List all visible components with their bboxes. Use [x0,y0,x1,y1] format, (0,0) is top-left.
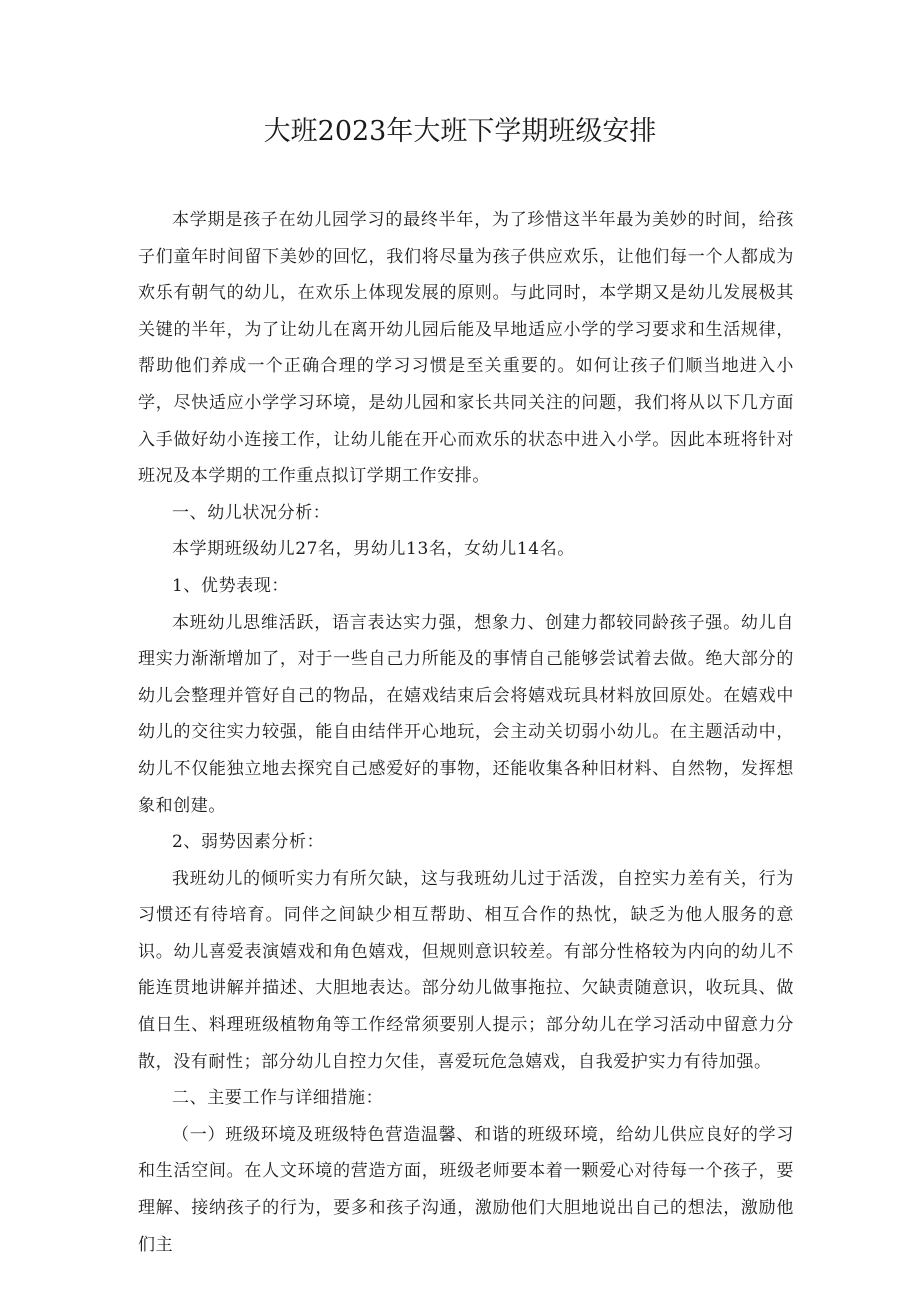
subheading-weaknesses: 2、弱势因素分析： [172,832,325,853]
subheading-strengths: 1、优势表现： [172,575,290,596]
class-size-paragraph: 本学期班级幼儿27名，男幼儿13名，女幼儿14名。 [172,539,575,560]
weaknesses-paragraph: 我班幼儿的倾听实力有所欠缺，这与我班幼儿过于活泼，自控实力差有关，行为习惯还有待培育。同伴之间缺少相互帮助、相互合作的热忱，缺乏为他人服务的意识。幼儿喜爱表演嬉戏和角色嬉戏，但规则意识较差。有部分性格较为内向的幼儿不能连贯地讲解并描述、大胆地表达。部分幼儿做事拖拉、欠缺责随意识，收玩具、做值日生、料理班级植物角等工作经常须要别人提示；部分幼儿在学习活动中留意力分散，没有耐性；部分幼儿自控力欠佳，喜爱玩危急嬉戏，自我爱护实力有待加强。 [138,868,794,1072]
strengths-paragraph: 本班幼儿思维活跃，语言表达实力强，想象力、创建力都较同龄孩子强。幼儿自理实力渐渐增加了，对于一些自己力所能及的事情自己能够尝试着去做。绝大部分的幼儿会整理并管好自己的物品，在嬉戏结束后会将嬉戏玩具材料放回原处。在嬉戏中幼儿的交往实力较强，能自由结伴开心地玩，会主动关切弱小幼儿。在主题活动中，幼儿不仅能独立地去探究自己感爱好的事物，还能收集各种旧材料、自然物，发挥想象和创建。 [138,612,794,816]
section-heading-main-work: 二、主要工作与详细措施： [172,1088,384,1109]
document-body [138,202,794,1263]
section-heading-child-analysis: 一、幼儿状况分析： [172,502,331,523]
document-title: 大班2023年大班下学期班级安排 [263,116,657,147]
intro-paragraph: 本学期是孩子在幼儿园学习的最终半年，为了珍惜这半年最为美妙的时间，给孩子们童年时间留下美妙的回忆，我们将尽量为孩子供应欢乐，让他们每一个人都成为欢乐有朝气的幼儿，在欢乐上体现发展的原则。与此同时，本学期又是幼儿发展极其关键的半年，为了让幼儿在离开幼儿园后能及早地适应小学的学习要求和生活规律，帮助他们养成一个正确合理的学习习惯是至关重要的。如何让孩子们顺当地进入小学，尽快适应小学学习环境，是幼儿园和家长共同关注的问题，我们将从以下几方面入手做好幼小连接工作，让幼儿能在开心而欢乐的状态中进入小学。因此本班将针对班况及本学期的工作重点拟订学期工作安排。 [138,210,794,487]
class-environment-paragraph: （一）班级环境及班级特色营造温馨、和谐的班级环境，给幼儿供应良好的学习和生活空间。在人文环境的营造方面，班级老师要本着一颗爱心对待每一个孩子，要理解、接纳孩子的行为，要多和孩子沟通，激励他们大胆地说出自己的想法，激励他们主 [138,1124,794,1255]
